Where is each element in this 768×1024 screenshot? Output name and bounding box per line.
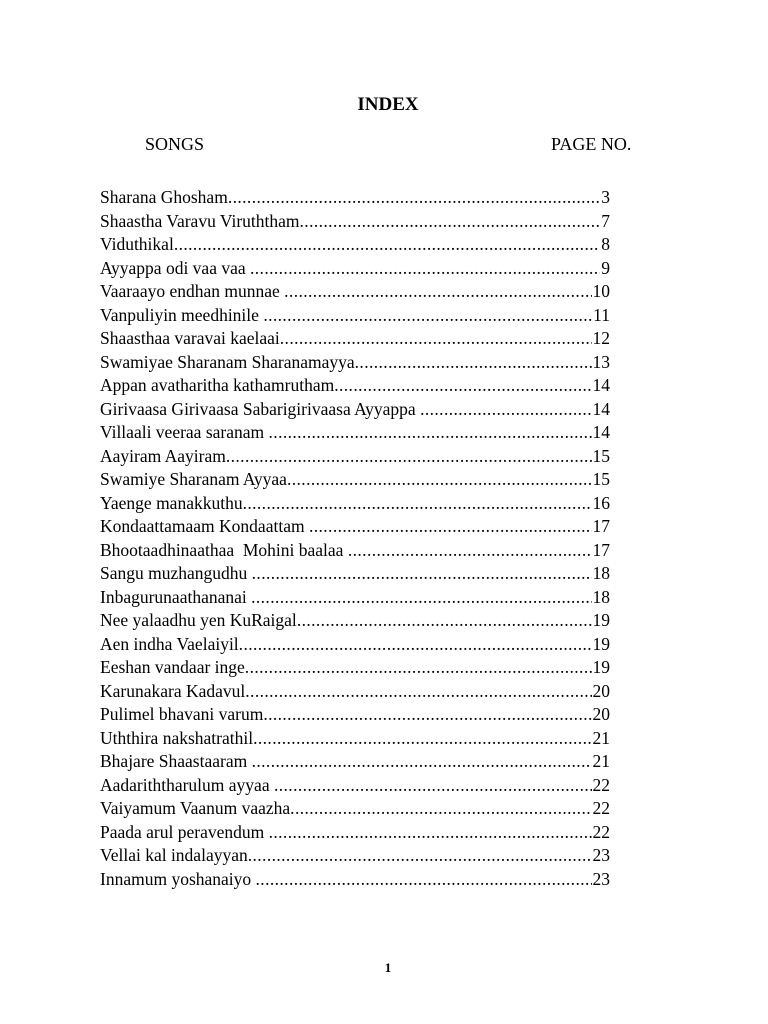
index-entry xyxy=(100,774,610,798)
dot-leader xyxy=(348,539,592,563)
song-page-number: 18 xyxy=(592,586,610,607)
dot-leader xyxy=(239,633,592,657)
index-entry xyxy=(100,327,610,351)
dot-leader xyxy=(174,233,600,257)
index-entry xyxy=(100,492,610,516)
song-page-number: 11 xyxy=(593,304,610,325)
index-entry xyxy=(100,515,610,539)
song-page-number: 21 xyxy=(592,751,610,771)
dot-leader xyxy=(256,868,592,892)
index-entry xyxy=(100,445,610,469)
dot-leader xyxy=(269,421,592,445)
index-entry xyxy=(100,844,610,868)
song-title: Girivaasa Girivaasa Sabarigirivaasa Ayyappa xyxy=(100,398,421,419)
song-title: Bhajare Shaastaaram xyxy=(100,751,252,771)
song-page-number: 10 xyxy=(592,281,610,301)
song-title: Pulimel bhavani varum xyxy=(100,704,264,724)
song-page-number: 15 xyxy=(592,445,610,466)
song-title: Shaastha Varavu Viruththam xyxy=(100,210,300,231)
dot-leader xyxy=(300,210,601,234)
song-title: Kondaattamaam Kondaattam xyxy=(100,516,309,536)
index-entry xyxy=(100,868,610,892)
song-page-number: 20 xyxy=(592,704,610,724)
song-page-number: 8 xyxy=(601,234,610,254)
song-title: Shaasthaa varavai kaelaai xyxy=(100,328,280,348)
index-entry xyxy=(100,304,610,328)
dot-leader xyxy=(355,351,592,375)
song-page-number: 17 xyxy=(592,516,610,536)
dot-leader xyxy=(248,844,592,868)
index-list xyxy=(100,186,610,891)
song-title: Sharana Ghosham xyxy=(100,187,228,207)
dot-leader xyxy=(252,562,592,586)
dot-leader xyxy=(263,703,591,727)
index-entry xyxy=(100,680,610,704)
song-title: Karunakara Kadavul xyxy=(100,680,246,701)
song-title: Aadariththarulum ayyaa xyxy=(100,774,274,795)
index-entry xyxy=(100,633,610,657)
song-title: Appan avatharitha kathamrutham xyxy=(100,375,335,395)
song-page-number: 14 xyxy=(592,375,610,395)
song-page-number: 19 xyxy=(592,657,610,677)
song-title: Inbagurunaathananai xyxy=(100,586,252,607)
dot-leader xyxy=(245,680,591,704)
index-entry xyxy=(100,609,610,633)
song-title: Sangu muzhangudhu xyxy=(100,563,252,583)
song-title: Viduthikal xyxy=(100,234,174,254)
index-entry xyxy=(100,562,610,586)
index-entry xyxy=(100,421,610,445)
dot-leader xyxy=(226,445,592,469)
index-entry xyxy=(100,210,610,234)
song-page-number: 19 xyxy=(592,633,610,654)
song-page-number: 18 xyxy=(592,563,610,583)
song-page-number: 22 xyxy=(592,821,610,842)
index-entry xyxy=(100,468,610,492)
song-page-number: 23 xyxy=(592,868,610,889)
song-title: Yaenge manakkuthu xyxy=(100,492,243,513)
dot-leader xyxy=(274,774,592,798)
song-title: Vaaraayo endhan munnae xyxy=(100,281,285,301)
song-page-number: 17 xyxy=(592,539,610,560)
dot-leader xyxy=(251,586,591,610)
dot-leader xyxy=(309,515,592,539)
songs-column-header: SONGS xyxy=(145,134,205,154)
song-title: Nee yalaadhu yen KuRaigal xyxy=(100,610,297,630)
index-entry xyxy=(100,233,610,257)
song-title: Vaiyamum Vaanum vaazha xyxy=(100,798,291,818)
song-title: Aayiram Aayiram xyxy=(100,445,226,466)
song-title: Vellai kal indalayyan xyxy=(100,845,248,865)
song-page-number: 7 xyxy=(601,210,610,231)
song-page-number: 19 xyxy=(592,610,610,630)
index-entry xyxy=(100,656,610,680)
index-entry xyxy=(100,280,610,304)
dot-leader xyxy=(250,257,600,281)
dot-leader xyxy=(245,656,592,680)
song-title: Swamiye Sharanam Ayyaa xyxy=(100,469,287,489)
song-page-number: 13 xyxy=(592,351,610,372)
song-page-number: 12 xyxy=(592,328,610,348)
song-page-number: 20 xyxy=(592,680,610,701)
song-page-number: 3 xyxy=(601,187,610,207)
index-entry xyxy=(100,374,610,398)
dot-leader xyxy=(280,327,592,351)
song-page-number: 16 xyxy=(592,492,610,513)
page-number: 1 xyxy=(384,960,392,975)
dot-leader xyxy=(297,609,592,633)
song-page-number: 14 xyxy=(592,422,610,442)
dot-leader xyxy=(269,821,592,845)
index-entry xyxy=(100,257,610,281)
dot-leader xyxy=(263,304,592,328)
song-title: Vanpuliyin meedhinile xyxy=(100,304,264,325)
index-entry xyxy=(100,821,610,845)
song-title: Innamum yoshanaiyo xyxy=(100,868,256,889)
song-title: Uththira nakshatrathil xyxy=(100,727,254,748)
song-page-number: 9 xyxy=(601,257,610,278)
index-entry xyxy=(100,750,610,774)
dot-leader xyxy=(252,750,592,774)
song-title: Aen indha Vaelaiyil xyxy=(100,633,239,654)
song-title: Ayyappa odi vaa vaa xyxy=(100,257,250,278)
song-title: Swamiyae Sharanam Sharanamayya xyxy=(100,351,355,372)
index-entry xyxy=(100,586,610,610)
song-page-number: 23 xyxy=(592,845,610,865)
dot-leader xyxy=(290,797,591,821)
song-title: Eeshan vandaar inge xyxy=(100,657,245,677)
page-title: INDEX xyxy=(357,94,419,115)
dot-leader xyxy=(253,727,591,751)
song-title: Paada arul peravendum xyxy=(100,821,269,842)
dot-leader xyxy=(228,186,600,210)
index-entry xyxy=(100,539,610,563)
song-title: Bhootaadhinaathaa Mohini baalaa xyxy=(100,539,348,560)
song-page-number: 14 xyxy=(592,398,610,419)
song-page-number: 15 xyxy=(592,469,610,489)
index-entry xyxy=(100,703,610,727)
dot-leader xyxy=(420,398,591,422)
index-entry xyxy=(100,797,610,821)
page-no-column-header: PAGE NO. xyxy=(551,134,632,154)
song-page-number: 22 xyxy=(592,774,610,795)
index-entry xyxy=(100,186,610,210)
song-page-number: 21 xyxy=(592,727,610,748)
dot-leader xyxy=(243,492,592,516)
song-page-number: 22 xyxy=(592,798,610,818)
index-entry xyxy=(100,351,610,375)
index-entry xyxy=(100,727,610,751)
index-entry xyxy=(100,398,610,422)
dot-leader xyxy=(284,280,591,304)
dot-leader xyxy=(287,468,592,492)
song-title: Villaali veeraa saranam xyxy=(100,422,269,442)
dot-leader xyxy=(334,374,591,398)
